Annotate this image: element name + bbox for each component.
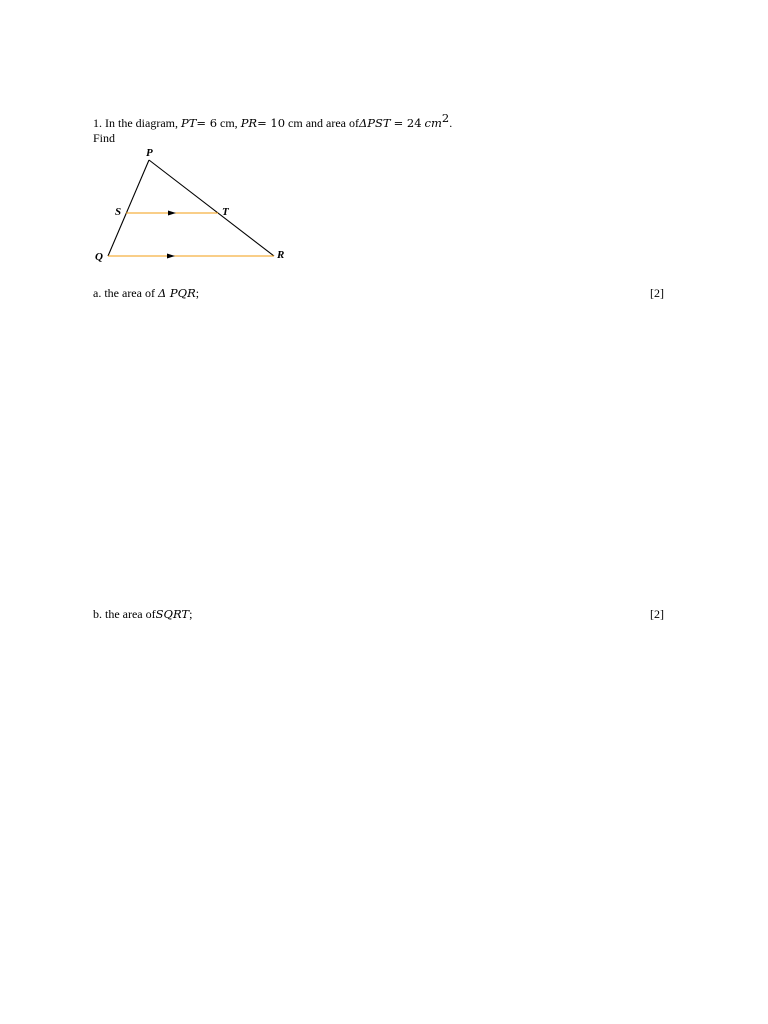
pr-value: = 10 (257, 116, 286, 130)
part-a-marks: [2] (650, 286, 664, 300)
part-b-marks: [2] (650, 607, 664, 621)
area-exponent: 2 (441, 111, 450, 125)
part-b-prompt (93, 607, 192, 621)
question-intro: In the diagram, (105, 116, 178, 130)
side-pr (149, 160, 274, 256)
pt-expression: PT (180, 116, 197, 130)
label-r: R (277, 249, 285, 261)
area-value: = 24 (393, 116, 422, 130)
pr-expression: PR (240, 116, 258, 130)
pt-unit: cm, (220, 116, 238, 130)
part-a-text: a. the area of (93, 286, 155, 300)
part-b-end: ; (189, 607, 193, 621)
part-a-prompt (93, 286, 199, 300)
triangle-diagram (93, 144, 288, 264)
part-a-end: ; (195, 286, 200, 300)
parallel-arrow-qr-icon (167, 254, 175, 259)
area-expression: ΔPST (359, 116, 391, 130)
part-b-expression: SQRT (155, 607, 190, 621)
label-s: S (115, 206, 122, 218)
label-q: Q (95, 251, 103, 263)
area-end: . (449, 116, 453, 130)
find-label: Find (93, 131, 116, 145)
part-b-text: b. the area of (93, 607, 156, 621)
parallel-arrow-st-icon (168, 211, 176, 216)
part-a-expression: Δ PQR (157, 286, 196, 300)
pr-unit: cm and area of (288, 116, 359, 130)
area-unit: cm (424, 116, 442, 130)
question-stem (93, 111, 453, 130)
label-t: T (222, 206, 229, 218)
pt-value: = 6 (196, 116, 218, 130)
label-p: P (146, 147, 153, 159)
question-number: 1. (93, 116, 102, 130)
